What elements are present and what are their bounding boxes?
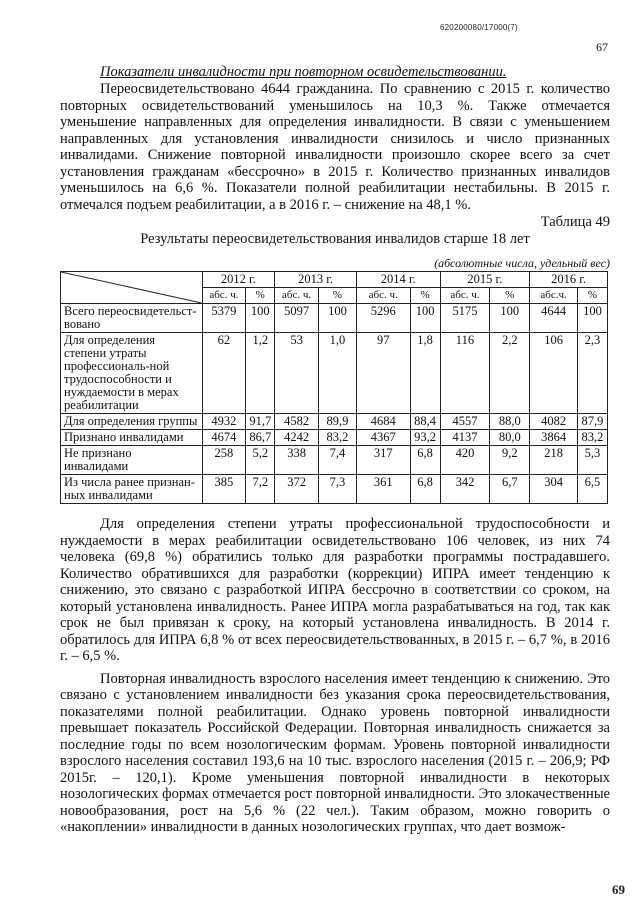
year-header: 2016 г. <box>530 272 608 288</box>
table-row <box>61 446 608 475</box>
unit-header: абс. ч. <box>356 288 410 304</box>
table-cell: 304 <box>530 475 578 504</box>
row-label: Признано инвалидами <box>61 430 203 446</box>
table-cell: 97 <box>356 333 410 414</box>
row-label: Всего переосвидетельст-вовано <box>61 304 203 333</box>
table-cell: 89,9 <box>319 414 357 430</box>
table-row <box>61 304 608 333</box>
table-cell: 2,3 <box>577 333 607 414</box>
page-content <box>60 58 610 836</box>
table-cell: 7,4 <box>319 446 357 475</box>
table-cell: 100 <box>577 304 607 333</box>
diagonal-divider <box>61 272 202 303</box>
unit-header: абс.ч. <box>530 288 578 304</box>
table-cell: 5379 <box>202 304 246 333</box>
unit-header: % <box>577 288 607 304</box>
unit-header: % <box>246 288 275 304</box>
table-cell: 88,4 <box>410 414 440 430</box>
table-cell: 385 <box>202 475 246 504</box>
table-row <box>61 333 608 414</box>
table-cell: 1,8 <box>410 333 440 414</box>
table-cell: 83,2 <box>319 430 357 446</box>
table-cell: 6,5 <box>577 475 607 504</box>
table-cell: 4684 <box>356 414 410 430</box>
table-cell: 361 <box>356 475 410 504</box>
table-cell: 100 <box>246 304 275 333</box>
table-cell: 5097 <box>275 304 319 333</box>
table-cell: 80,0 <box>490 430 530 446</box>
table-cell: 6,8 <box>410 446 440 475</box>
table-cell: 53 <box>275 333 319 414</box>
table-cell: 5175 <box>440 304 490 333</box>
paragraph-ipra: Для определения степени утраты профессиональной трудоспособности и нуждаемости в мерах реабилитации освидетельствовано 106 человек, из них 74 человека (69,8 %) обратились только для разработки программы пострадавшего. Количество обратившихся для разработки (коррекции) ИПРА имеет тенденцию к снижению, это связано с разработкой ИПРА бессрочно в соответствии со сроком, на который установлена инвалидность. Ранее ИПРА могла разрабатываться на год, так как срок не был привязан к сроку, на который установлена инвалидность. В 2014 г. обратилось для ИПРА 6,8 % от всех переосвидетельствованных, в 2015 г. – 6,7 %, в 2016 г. – 6,5 %. <box>60 516 610 664</box>
table-cell: 7,2 <box>246 475 275 504</box>
table-cell: 1,0 <box>319 333 357 414</box>
table-cell: 5296 <box>356 304 410 333</box>
table-cell: 6,7 <box>490 475 530 504</box>
table-label: Таблица 49 <box>540 214 610 230</box>
table-cell: 4557 <box>440 414 490 430</box>
table-cell: 4367 <box>356 430 410 446</box>
table-cell: 258 <box>202 446 246 475</box>
unit-header: абс. ч. <box>275 288 319 304</box>
table-cell: 106 <box>530 333 578 414</box>
corner-page-number: 69 <box>612 882 625 897</box>
table-cell: 4644 <box>530 304 578 333</box>
table-row <box>61 430 608 446</box>
table-cell: 100 <box>490 304 530 333</box>
row-label: Не признано инвалидами <box>61 446 203 475</box>
table-cell: 86,7 <box>246 430 275 446</box>
table-corner-cell <box>61 272 203 304</box>
year-header: 2014 г. <box>356 272 440 288</box>
unit-header: % <box>319 288 357 304</box>
table-cell: 100 <box>410 304 440 333</box>
year-header: 2015 г. <box>440 272 530 288</box>
document-stamp: 620200080/17000(7) <box>440 23 518 32</box>
table-cell: 4582 <box>275 414 319 430</box>
table-cell: 342 <box>440 475 490 504</box>
row-label: Для определения степени утраты профессиональ-ной трудоспособности и нуждаемости в мерах реабилитации <box>61 333 203 414</box>
unit-header: абс. ч. <box>202 288 246 304</box>
paragraph-repeat-disability: Повторная инвалидность взрослого населения имеет тенденцию к снижению. Это связано с установлением инвалидности без указания срока переосвидетельствования, показателями полной реабилитации. Однако уровень повторной инвалидности превышает показатель Российской Федерации. Повторная инвалидность снижается за последние годы по всем нозологическим формам. Уровень повторной инвалидности взрослого населения составил 193,6 на 10 тыс. взрослого населения (2015 г. – 206,9; РФ 2015г. – 120,1). Кроме уменьшения повторной инвалидности в некоторых нозологических формах отмечается рост повторной инвалидности. Это злокачественные новообразования, рост на 5,6 % (22 чел.). Таким образом, можно говорить о «накоплении» инвалидности в данных нозологических группах, что дает возмож- <box>60 670 610 835</box>
table-cell: 218 <box>530 446 578 475</box>
table-cell: 420 <box>440 446 490 475</box>
table-header-years <box>61 272 608 288</box>
table-cell: 9,2 <box>490 446 530 475</box>
row-label: Из числа ранее признан-ных инвалидами <box>61 475 203 504</box>
table-cell: 6,8 <box>410 475 440 504</box>
table-cell: 5,3 <box>577 446 607 475</box>
table-cell: 88,0 <box>490 414 530 430</box>
table-row <box>61 475 608 504</box>
table-cell: 3864 <box>530 430 578 446</box>
table-cell: 1,2 <box>246 333 275 414</box>
unit-header: абс. ч. <box>440 288 490 304</box>
table-title: Результаты переосвидетельствования инвалидов старше 18 лет <box>140 231 530 247</box>
table-cell: 91,7 <box>246 414 275 430</box>
results-table <box>60 271 608 504</box>
table-cell: 4932 <box>202 414 246 430</box>
table-cell: 2,2 <box>490 333 530 414</box>
table-note: (абсолютные числа, удельный вес) <box>434 256 610 270</box>
table-cell: 116 <box>440 333 490 414</box>
table-cell: 83,2 <box>577 430 607 446</box>
table-cell: 4674 <box>202 430 246 446</box>
table-row <box>61 414 608 430</box>
section-heading: Показатели инвалидности при повторном освидетельствовании. <box>100 64 507 80</box>
table-cell: 4137 <box>440 430 490 446</box>
table-cell: 4082 <box>530 414 578 430</box>
table-cell: 4242 <box>275 430 319 446</box>
table-cell: 100 <box>319 304 357 333</box>
table-cell: 87,9 <box>577 414 607 430</box>
table-cell: 7,3 <box>319 475 357 504</box>
table-cell: 5,2 <box>246 446 275 475</box>
year-header: 2012 г. <box>202 272 275 288</box>
year-header: 2013 г. <box>275 272 357 288</box>
table-cell: 338 <box>275 446 319 475</box>
table-cell: 372 <box>275 475 319 504</box>
row-label: Для определения группы <box>61 414 203 430</box>
table-body <box>61 304 608 504</box>
table-cell: 317 <box>356 446 410 475</box>
page-number: 67 <box>596 40 608 54</box>
paragraph-intro: Переосвидетельствовано 4644 гражданина. По сравнению с 2015 г. количество повторных освидетельствований уменьшилось на 10,3 %. Также отмечается уменьшение направленных для определения инвалидности. В связи с уменьшением направленных для установления инвалидности снизилось и число признанных инвалидами. Снижение повторной инвалидности произошло скорее всего за счет установления гражданам «бессрочно» в 2015 г. Количество признанных инвалидов уменьшилось на 6,6 %. Показатели полной реабилитации нестабильны. В 2015 г. отмечался подъем реабилитации, а в 2016 г. – снижение на 48,1 %. <box>60 81 610 213</box>
unit-header: % <box>490 288 530 304</box>
table-cell: 93,2 <box>410 430 440 446</box>
unit-header: % <box>410 288 440 304</box>
table-cell: 62 <box>202 333 246 414</box>
